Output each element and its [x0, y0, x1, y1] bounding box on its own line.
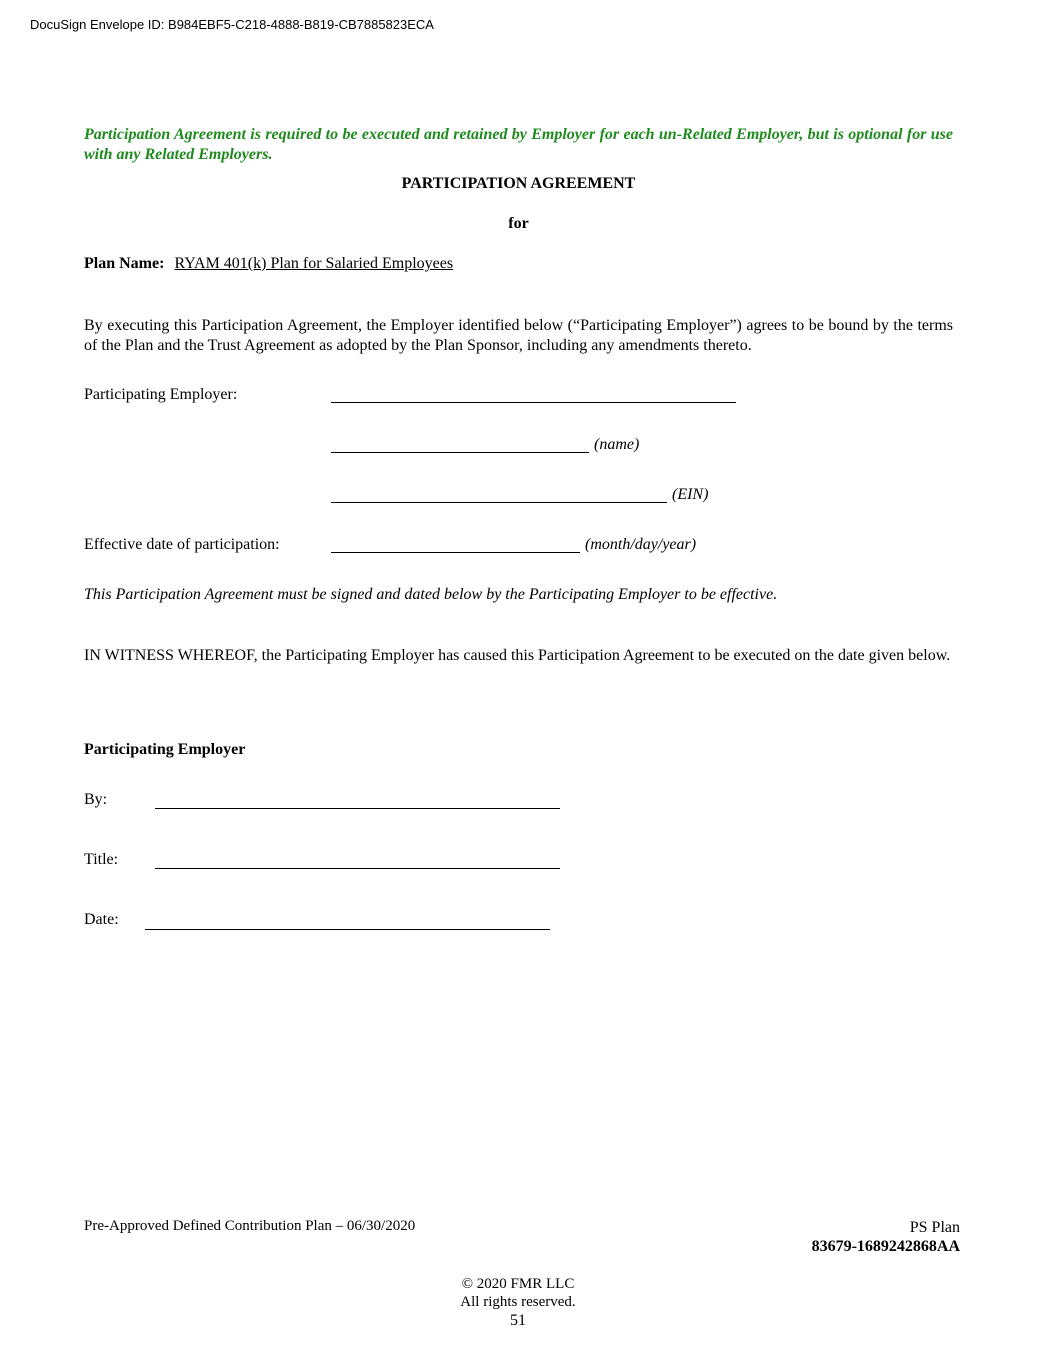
- participating-employer-line[interactable]: [331, 402, 736, 403]
- signature-note: This Participation Agreement must be signed and dated below by the Participating Employer to be effective.: [84, 586, 778, 603]
- page-number: 51: [510, 1312, 526, 1329]
- intro-paragraph: By executing this Participation Agreement, the Employer identified below (“Participating Employer”) agrees to be bound by the terms of the Plan and the Trust Agreement as adopted by the Plan Sponsor, including any amendments thereto.: [84, 317, 953, 354]
- name-line[interactable]: [331, 452, 589, 453]
- effective-date-hint: (month/day/year): [585, 536, 697, 553]
- notice-text: Participation Agreement is required to be executed and retained by Employer for each un-Related Employer, but is optional for use with any Related Employers.: [84, 126, 953, 163]
- witness-paragraph: IN WITNESS WHEREOF, the Participating Employer has caused this Participation Agreement to be executed on the date given below.: [84, 647, 951, 664]
- footer-right-top: PS Plan: [909, 1219, 960, 1236]
- title-label: Title:: [84, 851, 119, 868]
- date-label: Date:: [84, 911, 119, 928]
- date-line[interactable]: [145, 929, 550, 930]
- effective-date-line[interactable]: [331, 552, 580, 553]
- signature-heading: Participating Employer: [84, 741, 246, 758]
- title-line[interactable]: [155, 868, 560, 869]
- footer-right-bottom: 83679-1689242868AA: [811, 1238, 960, 1255]
- effective-date-label: Effective date of participation:: [84, 536, 280, 553]
- by-line[interactable]: [155, 808, 560, 809]
- ein-line[interactable]: [331, 502, 667, 503]
- participating-employer-label: Participating Employer:: [84, 386, 238, 403]
- by-label: By:: [84, 791, 108, 808]
- page-subtitle: for: [508, 215, 529, 232]
- ein-hint: (EIN): [672, 486, 709, 503]
- plan-name-label: Plan Name:: [84, 255, 165, 272]
- footer-copyright: © 2020 FMR LLC: [461, 1276, 575, 1292]
- footer-left: Pre-Approved Defined Contribution Plan – 06/30/2020: [84, 1218, 416, 1234]
- plan-name-value: RYAM 401(k) Plan for Salaried Employees: [174, 255, 454, 272]
- page-title: PARTICIPATION AGREEMENT: [401, 175, 636, 192]
- name-hint: (name): [594, 436, 640, 453]
- footer-rights: All rights reserved.: [460, 1294, 576, 1310]
- plan-name-row: [84, 255, 453, 273]
- envelope-id: DocuSign Envelope ID: B984EBF5-C218-4888-B819-CB7885823ECA: [30, 17, 434, 32]
